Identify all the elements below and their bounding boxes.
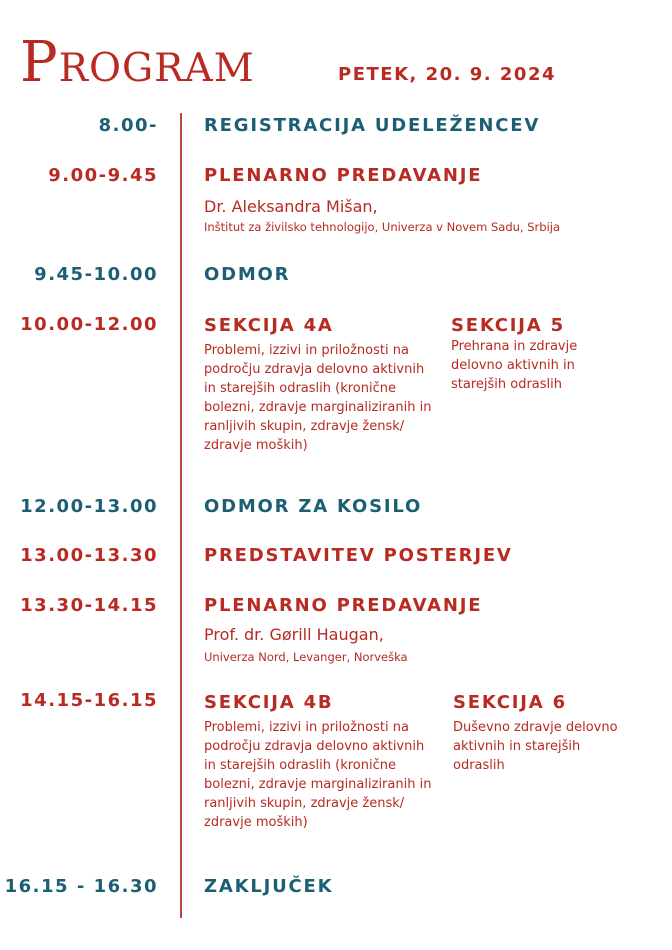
page-title: Program (20, 30, 255, 95)
time-registration: 8.00- (98, 115, 158, 136)
time-plenary-2: 13.30-14.15 (20, 595, 158, 616)
time-lunch: 12.00-13.00 (20, 496, 158, 517)
time-plenary-1: 9.00-9.45 (48, 165, 158, 186)
item-registration: REGISTRACIJA UDELEŽENCEV (204, 115, 541, 136)
affiliation-plenary-2: Univerza Nord, Levanger, Norveška (204, 650, 408, 664)
affiliation-plenary-1: Inštitut za živilsko tehnologijo, Univerza v Novem Sadu, Srbija (204, 220, 561, 234)
time-sections-2: 14.15-16.15 (20, 690, 158, 711)
timeline-divider (180, 113, 182, 918)
event-date: PETEK, 20. 9. 2024 (338, 64, 556, 85)
item-closing: ZAKLJUČEK (204, 876, 334, 897)
section-4a-description: Problemi, izzivi in priložnosti na področju zdravja delovno aktivnih in starejših odraslih (kronične bolezni, zdravje marginaliziranih in ranljivih skupin, zdravje žensk/ zdravje moških) (204, 343, 432, 453)
item-posters: PREDSTAVITEV POSTERJEV (204, 545, 513, 566)
speaker-plenary-1: Dr. Aleksandra Mišan, (204, 197, 378, 216)
item-lunch: ODMOR ZA KOSILO (204, 496, 423, 517)
time-break: 9.45-10.00 (34, 264, 158, 285)
item-break: ODMOR (204, 264, 291, 285)
time-posters: 13.00-13.30 (20, 545, 158, 566)
section-6-description: Duševno zdravje delovno aktivnih in starejših odraslih (453, 720, 618, 773)
time-closing: 16.15 - 16.30 (4, 876, 158, 897)
section-5-description: Prehrana in zdravje delovno aktivnih in starejših odraslih (451, 339, 578, 392)
section-4b-description: Problemi, izzivi in priložnosti na področju zdravja delovno aktivnih in starejših odraslih (kronične bolezni, zdravje marginaliziranih in ranljivih skupin, zdravje žensk/ zdravje moških) (204, 720, 432, 830)
section-4b-title: SEKCIJA 4B (204, 692, 334, 713)
section-6-title: SEKCIJA 6 (453, 692, 567, 713)
section-5-title: SEKCIJA 5 (451, 315, 565, 336)
item-plenary-1: PLENARNO PREDAVANJE (204, 165, 483, 186)
speaker-plenary-2: Prof. dr. Gørill Haugan, (204, 625, 384, 644)
section-4a-title: SEKCIJA 4A (204, 315, 334, 336)
time-sections-1: 10.00-12.00 (20, 314, 158, 335)
item-plenary-2: PLENARNO PREDAVANJE (204, 595, 483, 616)
